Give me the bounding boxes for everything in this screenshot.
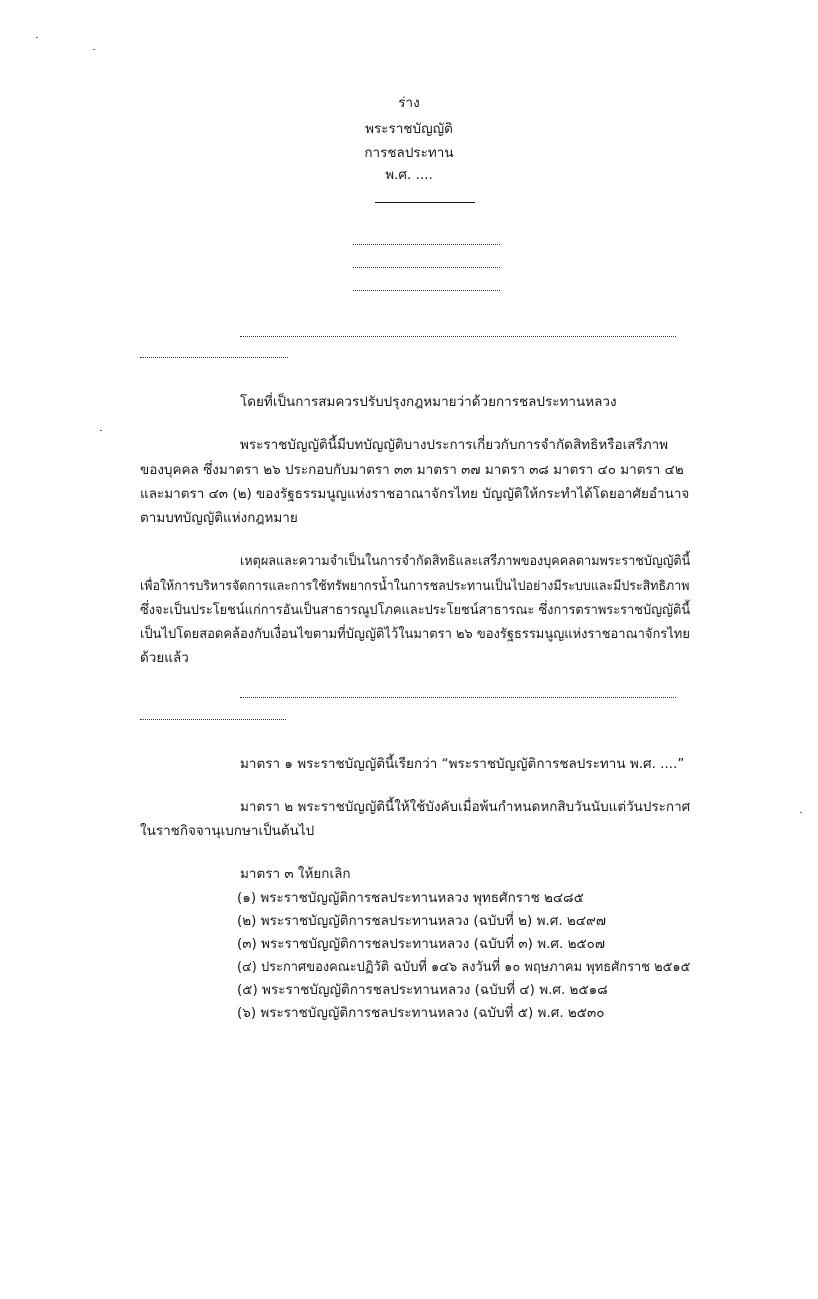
act-name: การชลประทาน <box>364 145 454 161</box>
year-label: พ.ศ. .... <box>385 167 433 183</box>
placeholder-line <box>353 267 500 268</box>
draft-label: ร่าง <box>398 95 420 111</box>
necessity-paragraph-line: ด้วยแล้ว <box>140 650 189 666</box>
placeholder-line <box>140 357 288 358</box>
scan-speck <box>93 49 95 50</box>
repealed-item: (๓) พระราชบัญญัติการชลประทานหลวง (ฉบับที่ ๓) พ.ศ. ๒๕๐๗ <box>237 936 606 952</box>
necessity-paragraph-line: เพื่อให้การบริหารจัดการและการใช้ทรัพยากรน้ำในการชลประทานเป็นไปอย่างมีระบบและมีประสิทธิภาพ <box>140 579 690 594</box>
scan-speck <box>100 430 102 431</box>
rights-paragraph-line: ตามบทบัญญัติแห่งกฎหมาย <box>140 510 298 526</box>
necessity-paragraph-line: ซึ่งจะเป็นประโยชน์แก่การอันเป็นสาธารณูปโภคและประโยชน์สาธารณะ ซึ่งการตราพระราชบัญญัตินี้ <box>140 602 691 618</box>
necessity-paragraph-line: เหตุผลและความจำเป็นในการจำกัดสิทธิและเสรีภาพของบุคคลตามพระราชบัญญัตินี้ <box>240 553 691 569</box>
repealed-item: (๖) พระราชบัญญัติการชลประทานหลวง (ฉบับที่ ๕) พ.ศ. ๒๕๓๐ <box>237 1005 605 1021</box>
rights-paragraph-line: พระราชบัญญัตินี้มีบทบัญญัติบางประการเกี่ยวกับการจำกัดสิทธิหรือเสรีภาพ <box>240 437 669 453</box>
header-rule <box>375 202 475 203</box>
section-3-title: มาตรา ๓ ให้ยกเลิก <box>240 866 351 882</box>
placeholder-line <box>353 290 500 291</box>
act-label: พระราชบัญญัติ <box>365 121 453 137</box>
scan-speck <box>36 37 38 38</box>
placeholder-line <box>140 719 286 720</box>
repealed-item: (๕) พระราชบัญญัติการชลประทานหลวง (ฉบับที่ ๔) พ.ศ. ๒๕๑๘ <box>237 982 608 998</box>
rights-paragraph-line: และมาตรา ๔๓ (๒) ของรัฐธรรมนูญแห่งราชอาณาจักรไทย บัญญัติให้กระทำได้โดยอาศัยอำนาจ <box>140 486 690 502</box>
placeholder-line <box>353 244 500 245</box>
repealed-item: (๔) ประกาศของคณะปฏิวัติ ฉบับที่ ๑๔๖ ลงวันที่ ๑๐ พฤษภาคม พุทธศักราช ๒๕๑๕ <box>237 959 691 975</box>
preamble-reason: โดยที่เป็นการสมควรปรับปรุงกฎหมายว่าด้วยการชลประทานหลวง <box>240 394 617 410</box>
rights-paragraph-line: ของบุคคล ซึ่งมาตรา ๒๖ ประกอบกับมาตรา ๓๓ มาตรา ๓๗ มาตรา ๓๘ มาตรา ๔๐ มาตรา ๔๒ <box>140 462 684 478</box>
necessity-paragraph-line: เป็นไปโดยสอดคล้องกับเงื่อนไขตามที่บัญญัติไว้ในมาตรา ๒๖ ของรัฐธรรมนูญแห่งราชอาณาจักรไทย <box>140 626 690 642</box>
repealed-item: (๑) พระราชบัญญัติการชลประทานหลวง พุทธศักราช ๒๔๘๕ <box>237 890 584 906</box>
repealed-item: (๒) พระราชบัญญัติการชลประทานหลวง (ฉบับที่ ๒) พ.ศ. ๒๔๙๗ <box>237 913 607 929</box>
section-2-line: ในราชกิจจานุเบกษาเป็นต้นไป <box>140 823 315 839</box>
section-1: มาตรา ๑ พระราชบัญญัตินี้เรียกว่า “พระราชบัญญัติการชลประทาน พ.ศ. ....” <box>240 756 685 772</box>
placeholder-line <box>240 336 676 337</box>
scan-speck <box>800 812 802 813</box>
section-2-line: มาตรา ๒ พระราชบัญญัตินี้ให้ใช้บังคับเมื่อพ้นกำหนดหกสิบวันนับแต่วันประกาศ <box>240 799 691 815</box>
placeholder-line <box>240 697 676 698</box>
